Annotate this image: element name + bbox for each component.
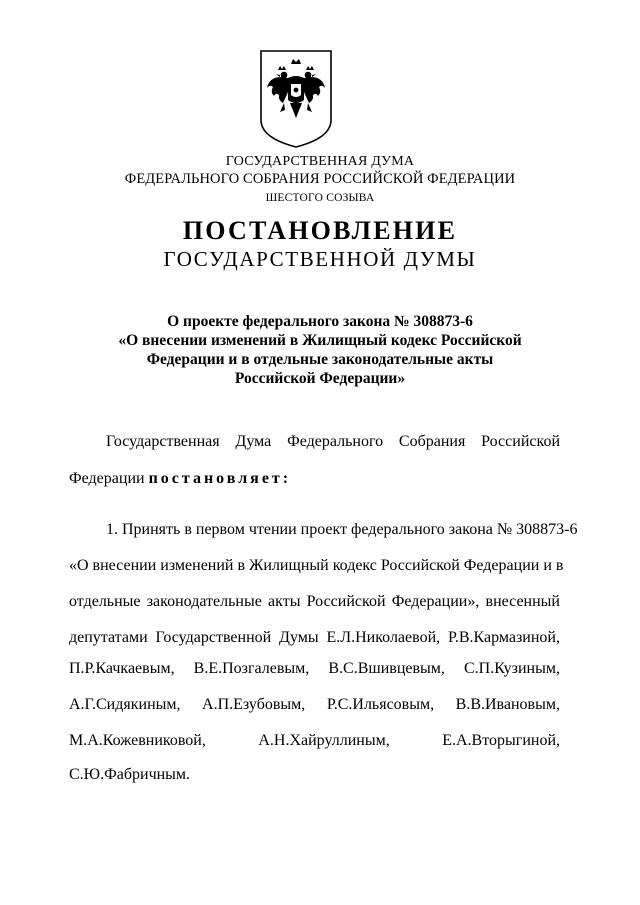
paragraph-line: 1. Принять в первом чтении проект федерального закона № 308873-6 bbox=[106, 521, 578, 538]
deputy-name: А.Н.Хайруллиным, bbox=[258, 732, 390, 749]
paragraph-line: отдельные законодательные акты Российской Федерации», внесенный bbox=[69, 593, 560, 610]
bill-heading bbox=[60, 312, 580, 388]
convocation-line: ШЕСТОГО СОЗЫВА bbox=[265, 192, 375, 204]
deputy-name: А.Г.Сидякиным, bbox=[69, 696, 181, 713]
deputies-row bbox=[69, 660, 560, 678]
org-name-line-1: ГОСУДАРСТВЕННАЯ ДУМА bbox=[225, 154, 415, 169]
deputy-name: В.Е.Позгалевым, bbox=[193, 660, 310, 677]
double-headed-eagle-icon bbox=[258, 48, 334, 150]
bill-heading-line: Федерации и в отдельные законодательные акты bbox=[146, 351, 494, 368]
deputy-name: П.Р.Качкаевым, bbox=[69, 660, 175, 677]
paragraph-line: депутатами Государственной Думы Е.Л.Николаевой, Р.В.Кармазиной, bbox=[69, 629, 560, 646]
paragraph-line: «О внесении изменений в Жилищный кодекс Российской Федерации и в bbox=[69, 557, 564, 574]
deputy-name: Е.А.Вторыгиной, bbox=[442, 732, 560, 749]
deputy-name: С.П.Кузиным, bbox=[463, 660, 560, 677]
preamble-text: Федерации bbox=[69, 470, 145, 487]
state-emblem bbox=[258, 48, 334, 150]
bill-heading-line: Российской Федерации» bbox=[234, 370, 406, 387]
bill-heading-line: «О внесении изменений в Жилищный кодекс Российской bbox=[118, 332, 522, 349]
deputy-name: В.В.Ивановым, bbox=[455, 696, 560, 713]
deputy-name: А.П.Езубовым, bbox=[202, 696, 306, 713]
document-subtitle: ГОСУДАРСТВЕННОЙ ДУМЫ bbox=[163, 247, 477, 271]
deputy-name: М.А.Кожевниковой, bbox=[69, 732, 206, 749]
document-title: ПОСТАНОВЛЕНИЕ bbox=[182, 216, 458, 245]
preamble-line: Государственная Дума Федерального Собрания Российской bbox=[106, 433, 560, 450]
deputy-name: Р.С.Ильясовым, bbox=[326, 696, 435, 713]
deputies-row bbox=[69, 732, 560, 750]
preamble-line-decree bbox=[69, 470, 291, 488]
deputies-row bbox=[69, 696, 560, 714]
bill-heading-line: О проекте федерального закона № 308873-6 bbox=[167, 313, 473, 330]
decree-word: постановляет: bbox=[148, 470, 292, 487]
deputy-name: В.С.Вшивцевым, bbox=[328, 660, 445, 677]
org-name-line-2: ФЕДЕРАЛЬНОГО СОБРАНИЯ РОССИЙСКОЙ ФЕДЕРАЦИИ bbox=[124, 171, 516, 187]
deputy-name-last: С.Ю.Фабричным. bbox=[69, 766, 191, 783]
